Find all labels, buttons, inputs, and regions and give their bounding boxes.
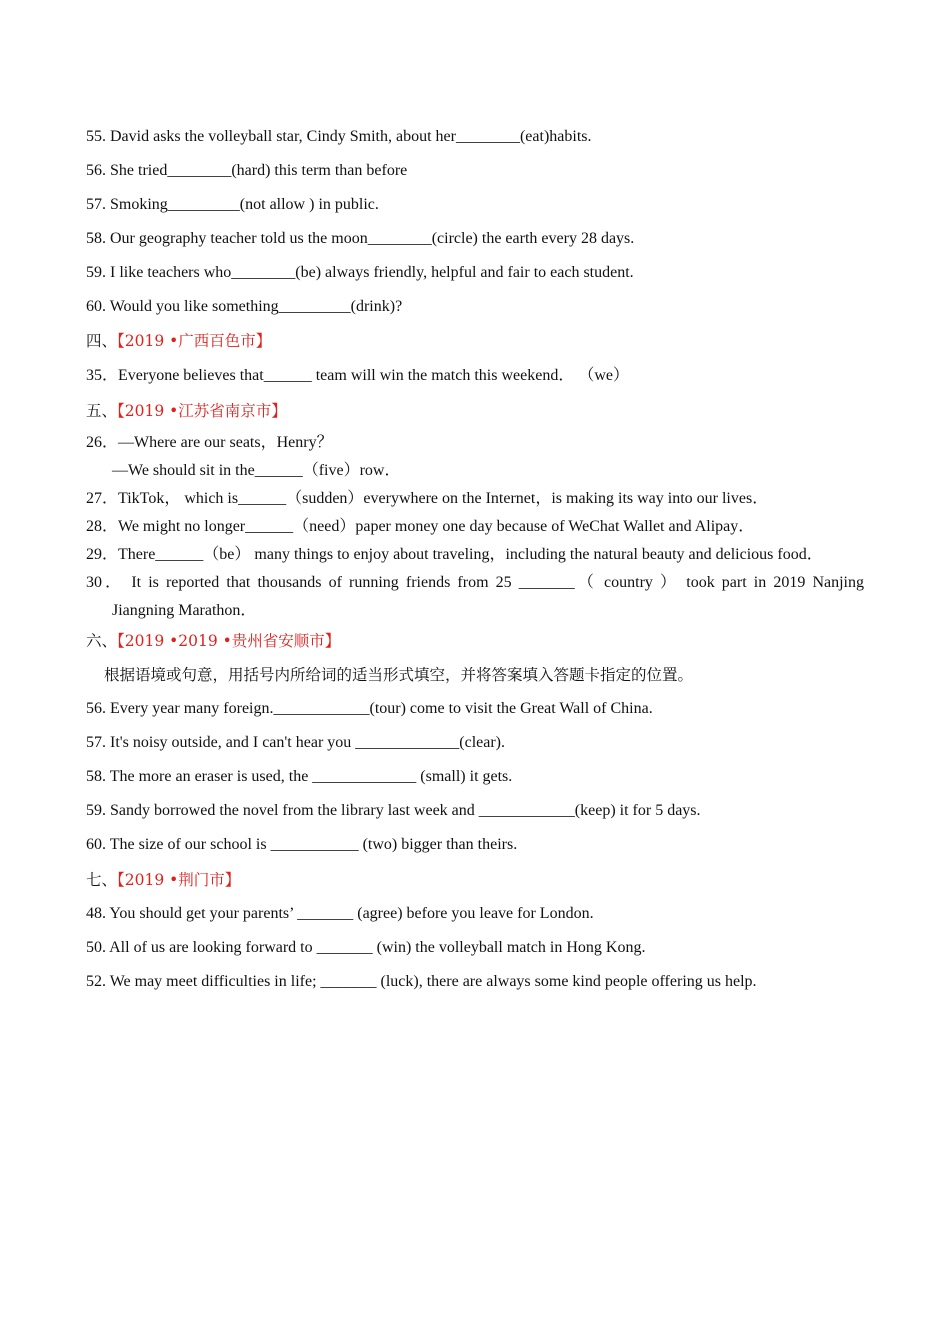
question-line: 59. Sandy borrowed the novel from the library last week and ____________(keep) it for 5 days. bbox=[86, 802, 701, 819]
section-number: 六、 bbox=[86, 632, 118, 650]
section-heading bbox=[86, 401, 864, 421]
question-line: 60. Would you like something_________(drink)? bbox=[86, 298, 403, 315]
section-source-tag: 【2019 •广西百色市】 bbox=[117, 332, 272, 350]
section-heading bbox=[86, 631, 864, 651]
question-line: 60. The size of our school is ___________ (two) bigger than theirs. bbox=[86, 836, 518, 853]
section-number: 五、 bbox=[86, 402, 118, 420]
question-line: 55. David asks the volleyball star, Cindy Smith, about her________(eat)habits. bbox=[86, 128, 592, 145]
question-line-continuation: Jiangning Marathon． bbox=[112, 602, 257, 619]
question-line: 29．There______（be） many things to enjoy about traveling，including the natural beauty and delicious food． bbox=[86, 546, 823, 563]
question-line: 56. She tried________(hard) this term than before bbox=[86, 162, 408, 179]
question-line: 48. You should get your parents’ _______ (agree) before you leave for London. bbox=[86, 905, 594, 922]
question-line: 27．TikTok， which is______（sudden）everywhere on the Internet，is making its way into our lives． bbox=[86, 490, 769, 507]
question-line: 30． It is reported that thousands of running friends from 25 _______（ country ） took part in 2019 Nanjing bbox=[86, 574, 864, 591]
question-line: 57. Smoking_________(not allow ) in public. bbox=[86, 196, 379, 213]
section-number: 四、 bbox=[86, 332, 118, 350]
section-source-tag: 【2019 •江苏省南京市】 bbox=[117, 402, 287, 420]
section-instruction: 根据语境或句意，用括号内所给词的适当形式填空，并将答案填入答题卡指定的位置。 bbox=[104, 666, 694, 684]
question-line: 26．—Where are our seats，Henry？ bbox=[86, 434, 333, 451]
question-line: 57. It's noisy outside, and I can't hear you _____________(clear). bbox=[86, 734, 505, 751]
section-heading bbox=[86, 870, 864, 890]
question-line: 58. Our geography teacher told us the moon________(circle) the earth every 28 days. bbox=[86, 230, 635, 247]
question-line: 58. The more an eraser is used, the _____________ (small) it gets. bbox=[86, 768, 513, 785]
question-line: —We should sit in the______（five）row． bbox=[112, 462, 401, 479]
question-line: 59. I like teachers who________(be) always friendly, helpful and fair to each student. bbox=[86, 264, 634, 281]
section-source-tag: 【2019 •荆门市】 bbox=[117, 871, 241, 889]
question-line: 50. All of us are looking forward to _______ (win) the volleyball match in Hong Kong. bbox=[86, 939, 646, 956]
question-line: 56. Every year many foreign.____________(tour) come to visit the Great Wall of China. bbox=[86, 700, 653, 717]
section-number: 七、 bbox=[86, 871, 118, 889]
question-line: 52. We may meet difficulties in life; _______ (luck), there are always some kind people offering us help. bbox=[86, 973, 757, 990]
section-heading bbox=[86, 331, 864, 351]
question-line: 28．We might no longer______（need）paper money one day because of WeChat Wallet and Alipay． bbox=[86, 518, 755, 535]
question-line: 35．Everyone believes that______ team will win the match this weekend． （we） bbox=[86, 367, 629, 384]
section-source-tag: 【2019 •2019 •贵州省安顺市】 bbox=[117, 632, 341, 650]
